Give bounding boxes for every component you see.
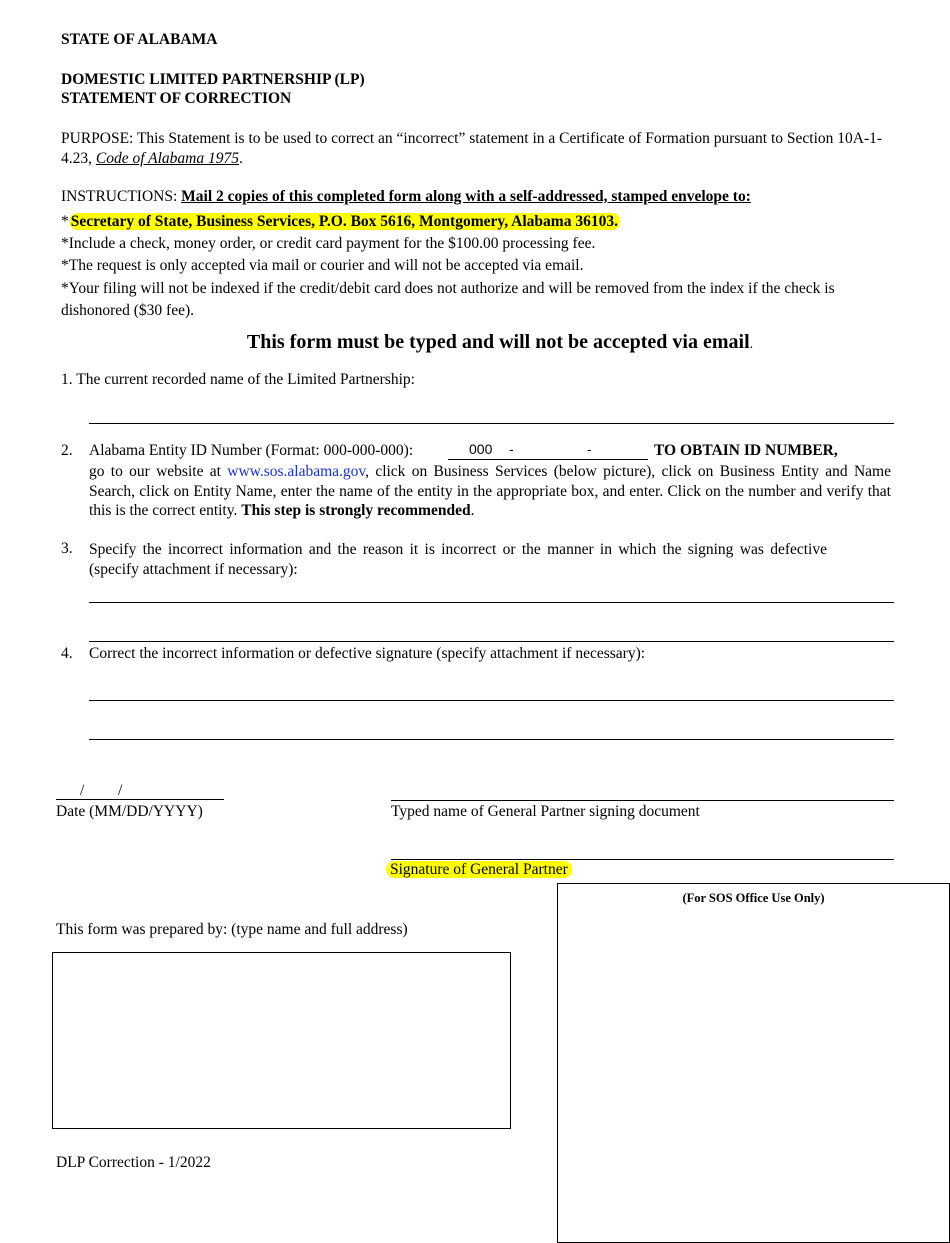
typed-notice-text: This form must be typed and will not be accepted via email bbox=[246, 331, 750, 353]
obtain-id-label: TO OBTAIN ID NUMBER, bbox=[654, 442, 838, 459]
instructions-label: INSTRUCTIONS: bbox=[61, 188, 182, 205]
obtain-id-instructions bbox=[89, 462, 891, 521]
instructions-line bbox=[61, 188, 891, 206]
date-slash2: / bbox=[118, 782, 123, 799]
incorrect-info-field-line1[interactable] bbox=[89, 602, 894, 603]
office-use-box bbox=[557, 883, 950, 1243]
typed-notice bbox=[0, 331, 950, 354]
date-label: Date (MM/DD/YYYY) bbox=[56, 803, 203, 820]
typed-name-label: Typed name of General Partner signing document bbox=[391, 803, 700, 820]
entity-id-dash1: - bbox=[509, 441, 514, 457]
obtain-id-text-cont: , click on Business Services (below picture), click on Business Entity and Name Search, click on Entity Name, enter the name of the entity in the appropriate box, and enter. Click on the number and verify that this is the correct entity. bbox=[89, 463, 891, 519]
entity-id-label: Alabama Entity ID Number (Format: 000-000-000): bbox=[89, 442, 414, 459]
signature-field[interactable] bbox=[391, 859, 894, 860]
typed-name-field[interactable] bbox=[391, 800, 894, 801]
item2-number: 2. bbox=[61, 442, 73, 459]
obtain-id-end: . bbox=[470, 502, 475, 519]
state-heading: STATE OF ALABAMA bbox=[61, 31, 218, 48]
address-bullet: * bbox=[61, 213, 69, 230]
mailing-address: Secretary of State, Business Services, P.O. Box 5616, Montgomery, Alabama 36103. bbox=[70, 213, 618, 230]
mail-only-note: *The request is only accepted via mail or courier and will not be accepted via email. bbox=[61, 257, 584, 274]
incorrect-info-field-line2[interactable] bbox=[89, 641, 894, 642]
obtain-id-text: go to our website at bbox=[89, 463, 228, 480]
entity-id-field[interactable] bbox=[448, 440, 648, 460]
mail-instruction: Mail 2 copies of this completed form along with a self-addressed, stamped envelope to: bbox=[181, 188, 751, 205]
form-version-footer: DLP Correction - 1/2022 bbox=[56, 1154, 211, 1171]
purpose-text: PURPOSE: This Statement is to be used to correct an “incorrect” statement in a Certificate of Formation pursuant to Section 10A-1-4.23, bbox=[61, 130, 883, 167]
item4-number: 4. bbox=[61, 645, 73, 662]
prepared-by-box[interactable] bbox=[52, 952, 511, 1129]
date-slash1: / bbox=[80, 782, 85, 799]
purpose-paragraph bbox=[61, 129, 891, 169]
form-type-heading: DOMESTIC LIMITED PARTNERSHIP (LP) bbox=[61, 71, 365, 88]
mailing-address-line bbox=[61, 213, 620, 231]
office-use-label: (For SOS Office Use Only) bbox=[682, 891, 825, 905]
entity-id-prefix: 000 bbox=[469, 441, 493, 457]
correction-field-line2[interactable] bbox=[89, 739, 894, 740]
index-note: *Your filing will not be indexed if the credit/debit card does not authorize and will be removed from the index if the check is dishonored ($30 fee). bbox=[61, 280, 835, 319]
entity-id-dash2: - bbox=[587, 441, 592, 457]
recommendation-text: This step is strongly recommended bbox=[241, 502, 471, 519]
fee-note: *Include a check, money order, or credit card payment for the $100.00 processing fee. bbox=[61, 235, 596, 252]
typed-notice-period: . bbox=[749, 337, 754, 352]
code-reference: Code of Alabama 1975 bbox=[95, 150, 239, 167]
item3-label: Specify the incorrect information and the reason it is incorrect or the manner in which the signing was defective (specify attachment if necessary): bbox=[89, 541, 827, 578]
item3-number: 3. bbox=[61, 540, 73, 557]
item4-label: Correct the incorrect information or defective signature (specify attachment if necessary): bbox=[89, 645, 646, 662]
prepared-by-label: This form was prepared by: (type name and full address) bbox=[56, 921, 408, 938]
date-field[interactable] bbox=[56, 783, 224, 800]
purpose-end: . bbox=[238, 150, 243, 167]
correction-field-line1[interactable] bbox=[89, 700, 894, 701]
signature-label bbox=[386, 861, 572, 879]
form-name-heading: STATEMENT OF CORRECTION bbox=[61, 90, 292, 107]
sos-website-link[interactable]: www.sos.alabama.gov bbox=[227, 463, 366, 480]
signature-label-text: Signature of General Partner bbox=[386, 861, 572, 878]
partnership-name-field[interactable] bbox=[89, 423, 894, 424]
item1-label: 1. The current recorded name of the Limited Partnership: bbox=[61, 371, 415, 388]
